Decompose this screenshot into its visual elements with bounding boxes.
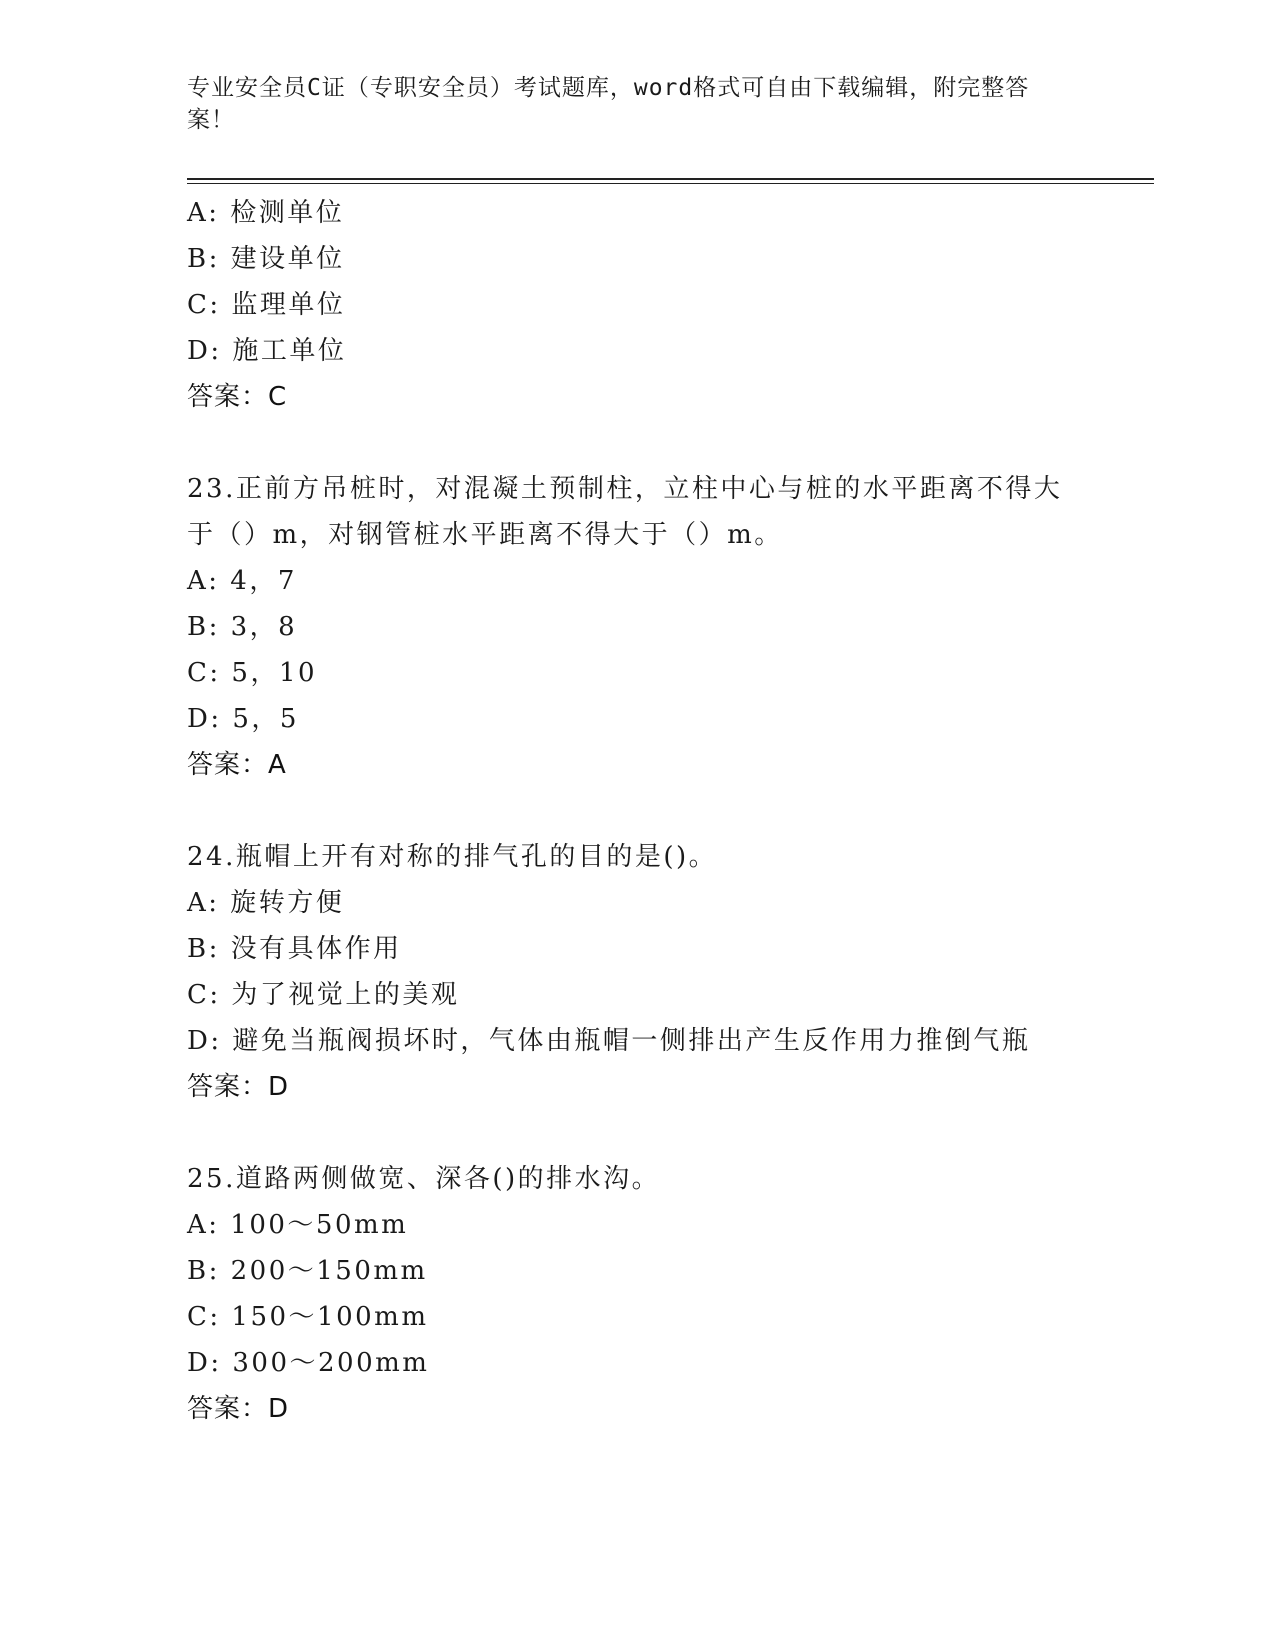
spacer	[187, 1110, 1087, 1156]
question-fragment	[187, 190, 1087, 420]
option-d: D: 避免当瓶阀损坏时，气体由瓶帽一侧排出产生反作用力推倒气瓶	[187, 1026, 1031, 1056]
option-b: B: 没有具体作用	[187, 934, 402, 964]
option-c: C: 为了视觉上的美观	[187, 980, 460, 1010]
question-23	[187, 466, 1087, 788]
option-d: D: 300～200mm	[187, 1348, 430, 1378]
header-divider-thin	[187, 183, 1154, 184]
question-25	[187, 1156, 1087, 1432]
question-stem	[187, 466, 1067, 558]
option-a: A: 检测单位	[187, 198, 345, 228]
answer-line: 答案：C	[187, 382, 288, 412]
answer-line: 答案：A	[187, 750, 287, 780]
option-c: C: 150～100mm	[187, 1302, 429, 1332]
question-24	[187, 834, 1087, 1110]
answer-line: 答案：D	[187, 1394, 290, 1424]
question-list	[187, 190, 1087, 1432]
answer-line: 答案：D	[187, 1072, 290, 1102]
question-stem	[187, 834, 1067, 880]
question-number: 24.	[187, 842, 236, 872]
option-d: D: 5，5	[187, 704, 299, 734]
option-b: B: 3，8	[187, 612, 298, 642]
header-divider-thick	[187, 178, 1154, 180]
option-d: D: 施工单位	[187, 336, 347, 366]
document-header: 专业安全员C证（专职安全员）考试题库，word格式可自由下载编辑，附完整答案！	[187, 75, 1030, 133]
option-c: C: 监理单位	[187, 290, 346, 320]
option-a: A: 4，7	[187, 566, 297, 596]
question-number: 23.	[187, 474, 236, 504]
option-a: A: 旋转方便	[187, 888, 345, 918]
question-text: 正前方吊桩时，对混凝土预制柱，立柱中心与桩的水平距离不得大于（）m，对钢管桩水平距离不得大于（）m。	[187, 474, 1063, 550]
option-c: C: 5，10	[187, 658, 318, 688]
question-stem	[187, 1156, 1067, 1202]
spacer	[187, 788, 1087, 834]
option-b: B: 200～150mm	[187, 1256, 428, 1286]
question-number: 25.	[187, 1164, 236, 1194]
option-a: A: 100～50mm	[187, 1210, 409, 1240]
option-b: B: 建设单位	[187, 244, 345, 274]
spacer	[187, 420, 1087, 466]
question-text: 瓶帽上开有对称的排气孔的目的是()。	[235, 842, 718, 872]
question-text: 道路两侧做宽、深各()的排水沟。	[235, 1164, 661, 1194]
